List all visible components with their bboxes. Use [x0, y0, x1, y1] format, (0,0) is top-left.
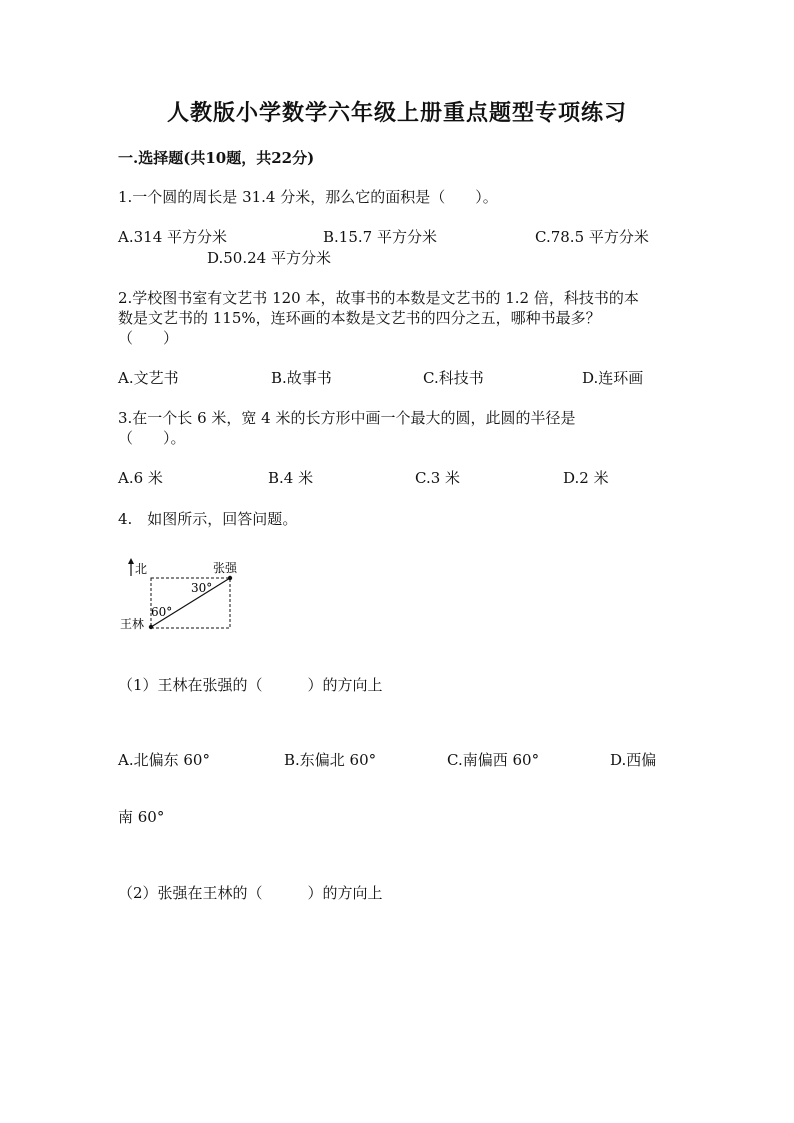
zhangqiang-point	[228, 576, 232, 580]
question-1-stem: 1.一个圆的周长是 31.4 分米，那么它的面积是（ ）。	[118, 188, 498, 206]
question-4-sub-2: （2）张强在王林的（ ）的方向上	[118, 884, 383, 902]
question-4-1-option-c: C.南偏西 60°	[447, 751, 540, 769]
question-3-option-a: A.6 米	[118, 469, 163, 487]
section-heading: 一.选择题(共10题，共22分)	[118, 149, 315, 167]
question-1-option-a: A.314 平方分米	[118, 228, 227, 246]
angle-60-label: 60°	[151, 605, 173, 619]
question-3-option-c: C.3 米	[415, 469, 461, 487]
question-3-option-b: B.4 米	[268, 469, 314, 487]
wanglin-point	[149, 625, 153, 629]
question-4-1-option-b: B.东偏北 60°	[284, 751, 377, 769]
question-2-line-3: （ ）	[118, 329, 179, 347]
question-3-option-d: D.2 米	[563, 469, 609, 487]
question-2-line-1: 2.学校图书室有文艺书 120 本，故事书的本数是文艺书的 1.2 倍，科技书的本	[118, 289, 639, 307]
direction-diagram	[118, 556, 258, 636]
wanglin-label: 王林	[120, 617, 145, 631]
question-2-option-b: B.故事书	[271, 369, 332, 387]
question-1-option-b: B.15.7 平方分米	[323, 228, 437, 246]
question-3-line-1: 3.在一个长 6 米，宽 4 米的长方形中画一个最大的圆，此圆的半径是	[118, 409, 576, 427]
question-1-option-d: D.50.24 平方分米	[207, 249, 331, 267]
question-2-option-d: D.连环画	[582, 369, 644, 387]
question-3-line-2: （ ）。	[118, 429, 186, 447]
zhangqiang-label: 张强	[213, 561, 238, 575]
north-label: 北	[135, 562, 148, 576]
question-2-option-c: C.科技书	[423, 369, 484, 387]
question-2-line-2: 数是文艺书的 115%，连环画的本数是文艺书的四分之五，哪种书最多？	[118, 309, 601, 327]
page-title: 人教版小学数学六年级上册重点题型专项练习	[166, 100, 627, 126]
question-4-stem: 4. 如图所示，回答问题。	[118, 510, 298, 528]
question-4-1-option-d-wrap: 南 60°	[118, 808, 165, 826]
angle-30-label: 30°	[191, 581, 213, 595]
question-4-1-option-d: D.西偏	[610, 751, 657, 769]
question-2-option-a: A.文艺书	[118, 369, 179, 387]
question-1-option-c: C.78.5 平方分米	[535, 228, 649, 246]
question-4-sub-1: （1）王林在张强的（ ）的方向上	[118, 676, 383, 694]
question-4-1-option-a: A.北偏东 60°	[118, 751, 210, 769]
